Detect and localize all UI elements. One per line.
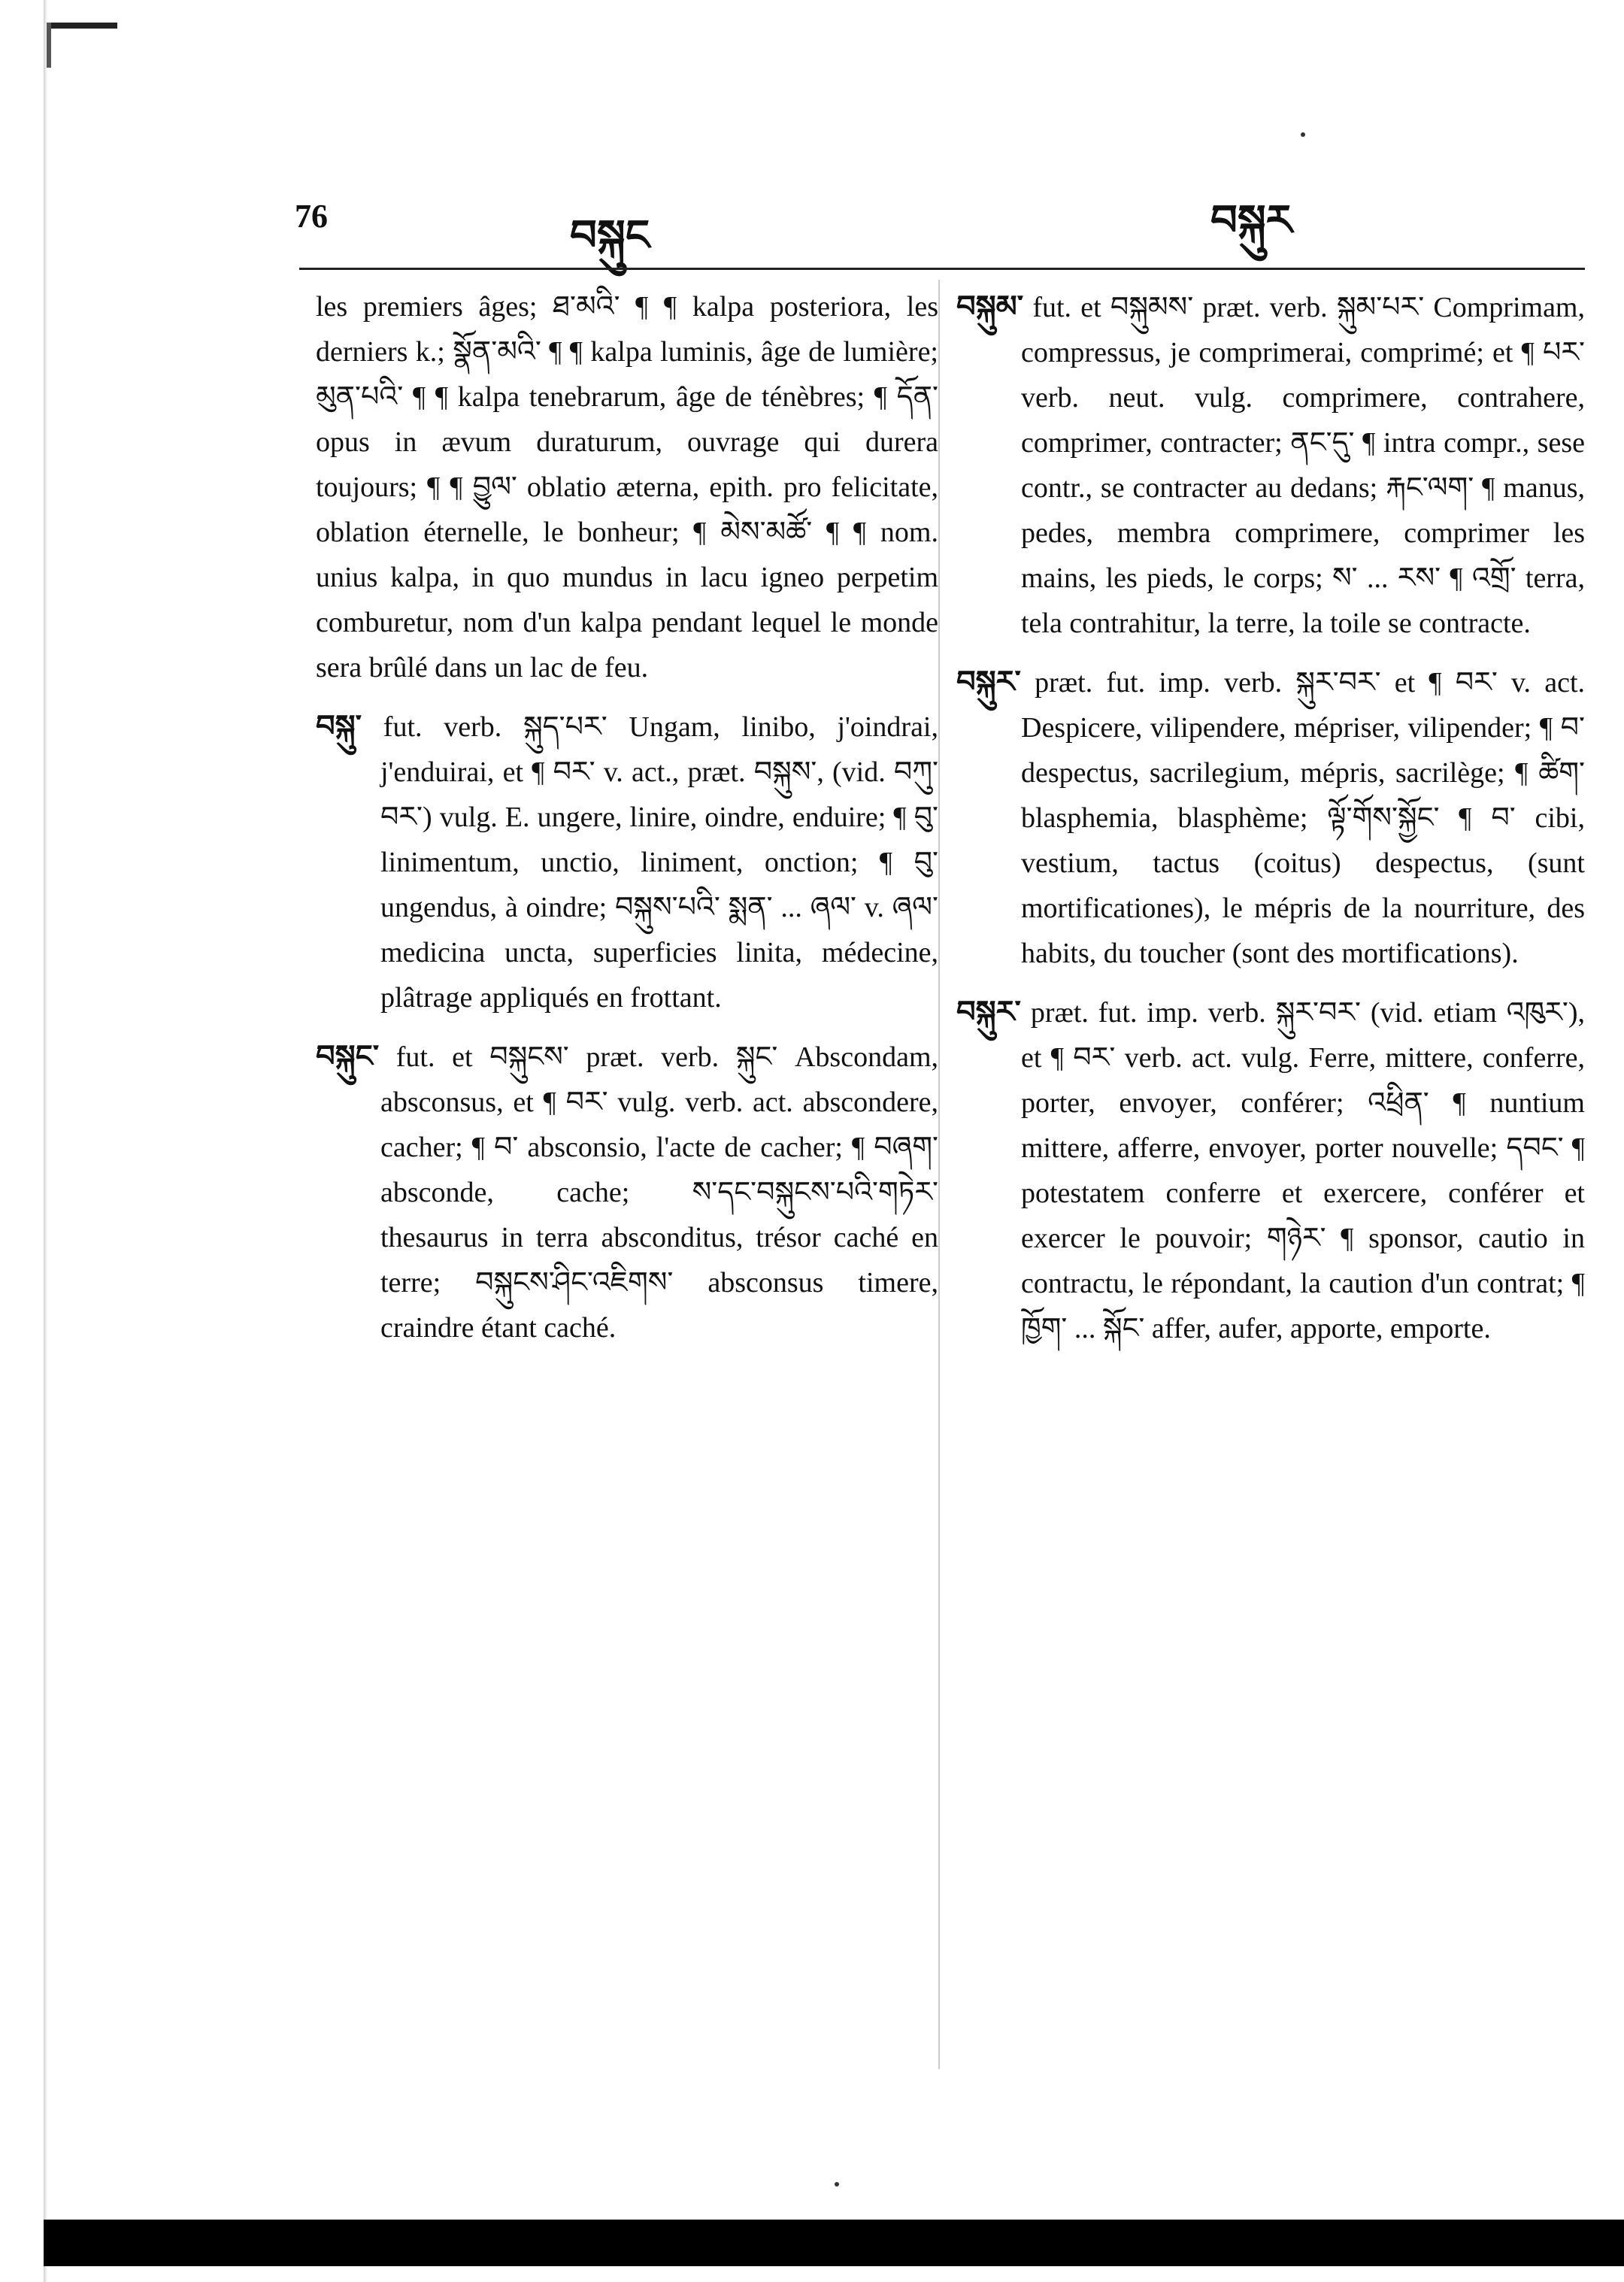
- page-edge: [44, 0, 48, 2282]
- dictionary-entry: [956, 659, 1585, 976]
- ink-speck: [1301, 132, 1305, 137]
- entry-text: præt. fut. imp. verb. སྐུར་བར་ (vid. etiam འཁུར་), et ¶ བར་ verb. act. vulg. Ferre, mittere, conferre, porter, envoyer, conférer; འཕྲིན་ ¶ nuntium mittere, afferre, envoyer, porter nouvelle; དབང་ ¶ potestatem conferre et exercere, conférer et exercer le pouvoir; གཉེར་ ¶ sponsor, cautio in contractu, le répondant, la caution d'un contrat; ¶ ཁྱོག་ ... སྐོང་ affer, aufer, apporte, emporte.: [1021, 997, 1586, 1344]
- dictionary-entry: [316, 704, 938, 1020]
- entry-headword: བསྐུར་: [956, 995, 1021, 1029]
- running-head-right: བསྐུར: [1210, 196, 1292, 245]
- dictionary-entry: [316, 1034, 938, 1350]
- dictionary-entry-continuation: [316, 284, 938, 690]
- crop-mark-vertical: [47, 23, 51, 68]
- running-head-left: བསྐུང: [570, 211, 650, 260]
- page-number: 76: [295, 198, 328, 235]
- ink-speck: [835, 2182, 839, 2187]
- column-divider: [938, 280, 940, 2069]
- entry-text: fut. et བསྐུངས་ præt. verb. སྐུང་ Abscondam, absconsus, et ¶ བར་ vulg. verb. act. abscondere, cacher; ¶ བ་ absconsio, l'acte de cacher; ¶ བཞག་ absconde, cache; ས་དང་བསྐུངས་པའི་གཏེར་ thesaurus in terra absconditus, trésor caché en terre; བསྐུངས་ཤིང་འཇིགས་ absconsus timere, craindre étant caché.: [380, 1041, 939, 1344]
- entry-headword: བསྐུར་: [956, 665, 1021, 699]
- entry-headword: བསྐུམ་: [956, 289, 1024, 324]
- entry-text: præt. fut. imp. verb. སྐུར་བར་ et ¶ བར་ v. act. Despicere, vilipendere, mépriser, vilipender; ¶ བ་ despectus, sacrilegium, mépris, sacrilège; ¶ ཚིག་ blasphemia, blasphème; ལྟོ་གོས་སྐྱོང་ ¶ བ་ cibi, vestium, tactus (coitus) despectus, (sunt mortificationes), le mépris de la nourriture, des habits, du toucher (sont des mortifications).: [1021, 667, 1586, 969]
- dictionary-entry: [956, 989, 1585, 1351]
- scan-bottom-border: [44, 2220, 1624, 2266]
- entry-headword: བསྐུང་: [316, 1039, 380, 1074]
- entry-text: fut. verb. སྐུད་པར་ Ungam, linibo, j'oindrai, j'enduirai, et ¶ བར་ v. act., præt. བསྐུས་, (vid. བཀུ་བར་) vulg. E. ungere, linire, oindre, enduire; ¶ བུ་ linimentum, unctio, liniment, onction; ¶ བུ་ ungendus, à oindre; བསྐུས་པའི་ སྨན་ ... ཞལ་ v. ཞལ་ medicina uncta, superficies linita, médecine, plâtrage appliqués en frottant.: [380, 711, 938, 1014]
- entry-headword: བསྐུ་: [316, 709, 362, 744]
- entry-text: fut. et བསྐུམས་ præt. verb. སྐུམ་པར་ Comprimam, compressus, je comprimerai, comprimé; et ¶ པར་ verb. neut. vulg. comprimere, contrahere, comprimer, contracter; ནང་དུ་ ¶ intra compr., sese contr., se contracter au dedans; རྐང་ལག་ ¶ manus, pedes, membra comprimere, comprimer les mains, les pieds, le corps; ས་ ... རས་ ¶ འགྲོ་ terra, tela contrahitur, la terre, la toile se contracte.: [1021, 292, 1585, 639]
- entry-text: les premiers âges; ཐ་མའི་ ¶ ¶ kalpa posteriora, les derniers k.; སྣོན་མའི་ ¶ ¶ kalpa luminis, âge de lumière; མུན་པའི་ ¶ ¶ kalpa tenebrarum, âge de ténèbres; ¶ དོན་ opus in ævum duraturum, ouvrage qui durera toujours; ¶ ¶ བྱུལ་ oblatio æterna, epith. pro felicitate, oblation éternelle, le bonheur; ¶ མེས་མཚོ་ ¶ ¶ nom. unius kalpa, in quo mundus in lacu igneo perpetim comburetur, nom d'un kalpa pendant lequel le monde sera brûlé dans un lac de feu.: [316, 291, 938, 683]
- crop-mark: [47, 23, 117, 29]
- right-column: [956, 284, 1585, 1351]
- left-column: [316, 284, 938, 1350]
- header-rule: [299, 268, 1585, 270]
- dictionary-entry: [956, 284, 1585, 646]
